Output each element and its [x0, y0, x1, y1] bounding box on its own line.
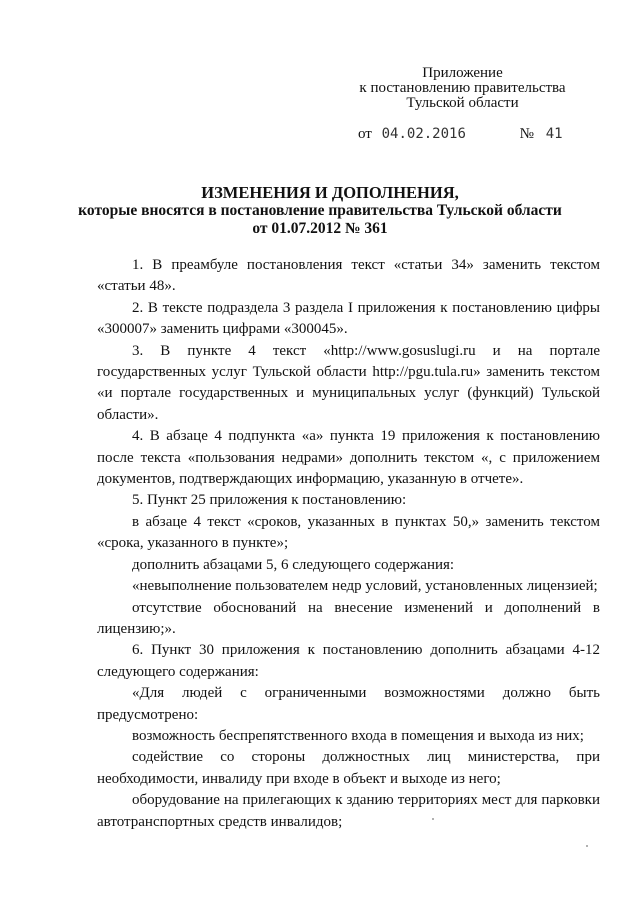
document-number: 41	[545, 126, 563, 142]
appendix-region: Тульской области	[406, 95, 519, 111]
paragraph-12: возможность беспрепятственного входа в помещения и выхода из них;	[132, 727, 584, 744]
appendix-resolution-ref: к постановлению правительства	[359, 80, 566, 96]
appendix-header	[355, 66, 570, 111]
paragraph-14: оборудование на прилегающих к зданию территориях мест для парковки автотранспортных средств инвалидов;	[97, 792, 600, 830]
paragraph-2: 2. В тексте подраздела 3 раздела I приложения к постановлению цифры «300007» заменить цифрами «300045».	[97, 299, 600, 338]
scan-speck	[586, 845, 588, 847]
title-resolution-ref: от 01.07.2012 № 361	[252, 220, 388, 237]
paragraph-6: в абзаце 4 текст «сроков, указанных в пунктах 50,» заменить текстом «срока, указанного в пункте»;	[97, 513, 600, 552]
paragraph-13: содействие со стороны должностных лиц министерства, при необходимости, инвалиду при входе в объект и выходе из него;	[97, 749, 600, 787]
date-label: от	[358, 126, 372, 142]
paragraph-7: дополнить абзацами 5, 6 следующего содержания:	[132, 556, 455, 573]
paragraph-1: 1. В преамбуле постановления текст «статьи 34» заменить текстом «статьи 48».	[97, 257, 600, 295]
number-label: №	[519, 126, 534, 142]
paragraph-4: 4. В абзаце 4 подпункта «а» пункта 19 приложения к постановлению после текста «пользования недрами» дополнить текстом «, с приложением документов, подтверждающих информацию, указанную в отчете».	[97, 428, 600, 488]
scan-speck	[432, 818, 434, 820]
paragraph-5: 5. Пункт 25 приложения к постановлению:	[132, 492, 407, 509]
paragraph-9: отсутствие обоснований на внесение изменений и дополнений в лицензию;».	[97, 599, 600, 637]
document-date: 04.02.2016	[381, 126, 466, 142]
paragraph-10: 6. Пункт 30 приложения к постановлению дополнить абзацами 4-12 следующего содержания:	[97, 642, 600, 680]
title-subheading: которые вносятся в постановление правительства Тульской области	[78, 202, 562, 219]
paragraph-3: 3. В пункте 4 текст «http://www.gosuslugi.ru и на портале государственных услуг Тульской области http://pgu.tula.ru» заменить текстом «и портале государственных и муниципальных услуг (функций) Тульской области».	[97, 342, 600, 423]
document-body	[97, 255, 600, 833]
title-heading: ИЗМЕНЕНИЯ И ДОПОЛНЕНИЯ,	[201, 183, 459, 202]
document-title	[0, 184, 640, 238]
date-number-line	[358, 126, 563, 143]
paragraph-11: «Для людей с ограниченными возможностями должно быть предусмотрено:	[97, 685, 600, 723]
appendix-label: Приложение	[422, 65, 503, 81]
paragraph-8: «невыполнение пользователем недр условий, установленных лицензией;	[132, 578, 598, 595]
